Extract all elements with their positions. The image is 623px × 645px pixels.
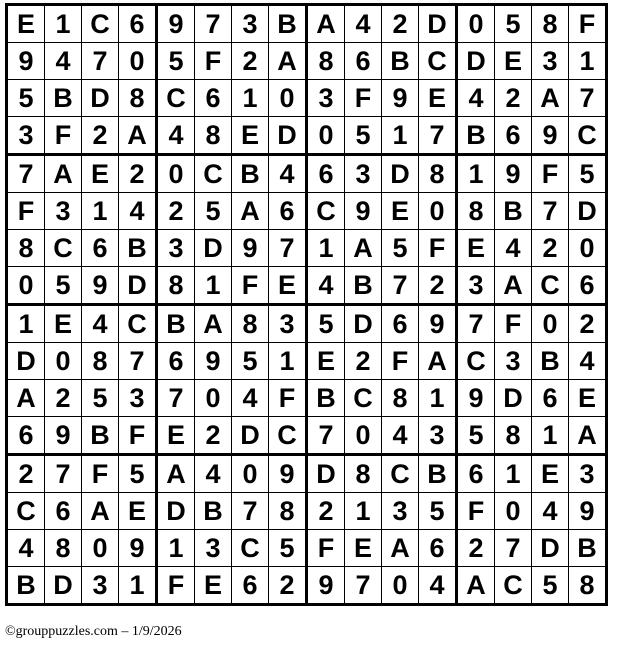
grid-cell-r15c16: B	[569, 530, 607, 567]
grid-cell-r3c1: 5	[7, 80, 45, 117]
grid-cell-r16c12: 4	[419, 567, 457, 605]
grid-cell-r5c1: 7	[7, 155, 45, 193]
grid-cell-r10c3: 8	[82, 343, 119, 380]
grid-cell-r10c14: 3	[495, 343, 532, 380]
grid-cell-r3c4: 8	[119, 80, 157, 117]
grid-cell-r15c14: 7	[495, 530, 532, 567]
grid-cell-r4c7: E	[232, 117, 269, 155]
grid-cell-r5c5: 0	[157, 155, 195, 193]
grid-cell-r8c9: 4	[307, 267, 345, 305]
grid-cell-r8c3: 9	[82, 267, 119, 305]
grid-cell-r6c4: 4	[119, 193, 157, 230]
grid-row	[7, 343, 607, 380]
grid-cell-r7c1: 8	[7, 230, 45, 267]
grid-cell-r16c11: 0	[382, 567, 419, 605]
grid-cell-r7c2: C	[45, 230, 82, 267]
grid-cell-r12c7: D	[232, 417, 269, 455]
grid-cell-r14c4: E	[119, 493, 157, 530]
grid-cell-r6c9: C	[307, 193, 345, 230]
grid-cell-r11c9: B	[307, 380, 345, 417]
grid-cell-r11c16: E	[569, 380, 607, 417]
grid-cell-r8c10: B	[345, 267, 382, 305]
grid-cell-r1c2: 1	[45, 5, 82, 43]
grid-cell-r14c15: 4	[532, 493, 569, 530]
grid-cell-r15c12: 6	[419, 530, 457, 567]
grid-cell-r12c13: 5	[457, 417, 495, 455]
grid-cell-r3c6: 6	[195, 80, 232, 117]
grid-cell-r13c8: 9	[269, 455, 307, 493]
grid-cell-r6c3: 1	[82, 193, 119, 230]
grid-cell-r12c3: B	[82, 417, 119, 455]
grid-cell-r12c12: 3	[419, 417, 457, 455]
grid-cell-r1c15: 8	[532, 5, 569, 43]
grid-cell-r14c9: 2	[307, 493, 345, 530]
grid-cell-r5c2: A	[45, 155, 82, 193]
grid-cell-r11c10: C	[345, 380, 382, 417]
grid-cell-r5c8: 4	[269, 155, 307, 193]
grid-row	[7, 305, 607, 343]
grid-cell-r16c6: E	[195, 567, 232, 605]
grid-cell-r11c13: 9	[457, 380, 495, 417]
grid-cell-r7c14: 4	[495, 230, 532, 267]
grid-cell-r5c6: C	[195, 155, 232, 193]
grid-cell-r3c11: 9	[382, 80, 419, 117]
grid-cell-r6c14: B	[495, 193, 532, 230]
grid-cell-r16c1: B	[7, 567, 45, 605]
grid-cell-r16c8: 2	[269, 567, 307, 605]
grid-cell-r5c15: F	[532, 155, 569, 193]
grid-cell-r7c4: B	[119, 230, 157, 267]
grid-cell-r9c15: 0	[532, 305, 569, 343]
grid-row	[7, 80, 607, 117]
grid-cell-r15c6: 3	[195, 530, 232, 567]
grid-cell-r4c1: 3	[7, 117, 45, 155]
grid-cell-r8c2: 5	[45, 267, 82, 305]
grid-cell-r14c13: F	[457, 493, 495, 530]
grid-cell-r12c8: C	[269, 417, 307, 455]
grid-cell-r12c9: 7	[307, 417, 345, 455]
grid-row	[7, 417, 607, 455]
grid-cell-r16c9: 9	[307, 567, 345, 605]
grid-cell-r6c8: 6	[269, 193, 307, 230]
grid-cell-r15c2: 8	[45, 530, 82, 567]
grid-cell-r14c14: 0	[495, 493, 532, 530]
grid-cell-r4c3: 2	[82, 117, 119, 155]
grid-cell-r13c7: 0	[232, 455, 269, 493]
grid-cell-r14c5: D	[157, 493, 195, 530]
grid-cell-r10c6: 9	[195, 343, 232, 380]
grid-cell-r8c5: 8	[157, 267, 195, 305]
grid-cell-r12c2: 9	[45, 417, 82, 455]
grid-cell-r16c3: 3	[82, 567, 119, 605]
grid-cell-r13c3: F	[82, 455, 119, 493]
grid-row	[7, 43, 607, 80]
grid-cell-r13c6: 4	[195, 455, 232, 493]
grid-cell-r16c16: 8	[569, 567, 607, 605]
hexadoku-grid	[5, 3, 608, 606]
grid-cell-r13c10: 8	[345, 455, 382, 493]
grid-cell-r7c8: 7	[269, 230, 307, 267]
grid-cell-r14c10: 1	[345, 493, 382, 530]
grid-cell-r1c12: D	[419, 5, 457, 43]
grid-cell-r15c3: 0	[82, 530, 119, 567]
grid-row	[7, 5, 607, 43]
grid-cell-r1c8: B	[269, 5, 307, 43]
grid-cell-r8c11: 7	[382, 267, 419, 305]
grid-cell-r4c2: F	[45, 117, 82, 155]
grid-cell-r9c16: 2	[569, 305, 607, 343]
grid-cell-r8c7: F	[232, 267, 269, 305]
grid-cell-r2c15: 3	[532, 43, 569, 80]
grid-cell-r16c2: D	[45, 567, 82, 605]
grid-cell-r1c13: 0	[457, 5, 495, 43]
grid-cell-r11c15: 6	[532, 380, 569, 417]
grid-cell-r4c15: 9	[532, 117, 569, 155]
grid-cell-r8c13: 3	[457, 267, 495, 305]
grid-cell-r13c9: D	[307, 455, 345, 493]
grid-cell-r14c1: C	[7, 493, 45, 530]
grid-cell-r6c16: D	[569, 193, 607, 230]
grid-cell-r2c13: D	[457, 43, 495, 80]
grid-cell-r13c5: A	[157, 455, 195, 493]
grid-cell-r7c11: 5	[382, 230, 419, 267]
grid-cell-r4c6: 8	[195, 117, 232, 155]
grid-cell-r5c7: B	[232, 155, 269, 193]
grid-cell-r13c11: C	[382, 455, 419, 493]
grid-cell-r9c2: E	[45, 305, 82, 343]
grid-cell-r8c1: 0	[7, 267, 45, 305]
grid-cell-r2c10: 6	[345, 43, 382, 80]
grid-cell-r1c4: 6	[119, 5, 157, 43]
grid-cell-r3c8: 0	[269, 80, 307, 117]
grid-cell-r16c5: F	[157, 567, 195, 605]
grid-cell-r7c9: 1	[307, 230, 345, 267]
grid-cell-r7c12: F	[419, 230, 457, 267]
grid-row	[7, 193, 607, 230]
grid-cell-r1c1: E	[7, 5, 45, 43]
grid-cell-r11c5: 7	[157, 380, 195, 417]
grid-cell-r3c12: E	[419, 80, 457, 117]
grid-cell-r4c16: C	[569, 117, 607, 155]
grid-row	[7, 493, 607, 530]
grid-cell-r2c5: 5	[157, 43, 195, 80]
grid-cell-r10c7: 5	[232, 343, 269, 380]
grid-cell-r6c15: 7	[532, 193, 569, 230]
grid-cell-r9c6: A	[195, 305, 232, 343]
grid-cell-r9c4: C	[119, 305, 157, 343]
grid-cell-r9c12: 9	[419, 305, 457, 343]
grid-cell-r1c11: 2	[382, 5, 419, 43]
grid-cell-r15c1: 4	[7, 530, 45, 567]
grid-cell-r4c14: 6	[495, 117, 532, 155]
grid-cell-r8c15: C	[532, 267, 569, 305]
grid-cell-r13c1: 2	[7, 455, 45, 493]
grid-cell-r4c9: 0	[307, 117, 345, 155]
grid-cell-r5c16: 5	[569, 155, 607, 193]
grid-cell-r2c1: 9	[7, 43, 45, 80]
grid-row	[7, 380, 607, 417]
grid-cell-r8c12: 2	[419, 267, 457, 305]
grid-cell-r9c8: 3	[269, 305, 307, 343]
grid-cell-r7c10: A	[345, 230, 382, 267]
grid-cell-r10c4: 7	[119, 343, 157, 380]
grid-cell-r11c1: A	[7, 380, 45, 417]
grid-cell-r10c9: E	[307, 343, 345, 380]
grid-cell-r3c2: B	[45, 80, 82, 117]
grid-cell-r1c14: 5	[495, 5, 532, 43]
grid-cell-r13c2: 7	[45, 455, 82, 493]
footer-credit: ©grouppuzzles.com – 1/9/2026	[5, 624, 182, 639]
grid-cell-r1c5: 9	[157, 5, 195, 43]
grid-cell-r7c3: 6	[82, 230, 119, 267]
grid-cell-r4c4: A	[119, 117, 157, 155]
grid-cell-r10c13: C	[457, 343, 495, 380]
grid-cell-r14c6: B	[195, 493, 232, 530]
grid-cell-r15c10: E	[345, 530, 382, 567]
grid-cell-r1c9: A	[307, 5, 345, 43]
grid-cell-r2c3: 7	[82, 43, 119, 80]
grid-cell-r10c15: B	[532, 343, 569, 380]
grid-cell-r9c9: 5	[307, 305, 345, 343]
grid-cell-r6c2: 3	[45, 193, 82, 230]
grid-cell-r7c5: 3	[157, 230, 195, 267]
grid-cell-r11c12: 1	[419, 380, 457, 417]
grid-cell-r3c10: F	[345, 80, 382, 117]
grid-cell-r16c10: 7	[345, 567, 382, 605]
grid-cell-r15c9: F	[307, 530, 345, 567]
grid-cell-r12c16: A	[569, 417, 607, 455]
grid-cell-r9c7: 8	[232, 305, 269, 343]
grid-cell-r4c11: 1	[382, 117, 419, 155]
grid-cell-r15c4: 9	[119, 530, 157, 567]
grid-cell-r15c11: A	[382, 530, 419, 567]
grid-cell-r7c16: 0	[569, 230, 607, 267]
grid-cell-r14c12: 5	[419, 493, 457, 530]
grid-cell-r15c7: C	[232, 530, 269, 567]
grid-cell-r1c7: 3	[232, 5, 269, 43]
grid-cell-r14c2: 6	[45, 493, 82, 530]
grid-cell-r16c4: 1	[119, 567, 157, 605]
grid-cell-r12c5: E	[157, 417, 195, 455]
grid-cell-r13c4: 5	[119, 455, 157, 493]
grid-cell-r13c14: 1	[495, 455, 532, 493]
grid-cell-r10c2: 0	[45, 343, 82, 380]
grid-cell-r6c5: 2	[157, 193, 195, 230]
grid-cell-r14c7: 7	[232, 493, 269, 530]
grid-cell-r4c10: 5	[345, 117, 382, 155]
grid-cell-r2c14: E	[495, 43, 532, 80]
grid-cell-r2c9: 8	[307, 43, 345, 80]
grid-cell-r4c8: D	[269, 117, 307, 155]
grid-cell-r9c3: 4	[82, 305, 119, 343]
grid-cell-r5c9: 6	[307, 155, 345, 193]
grid-cell-r3c13: 4	[457, 80, 495, 117]
grid-cell-r15c8: 5	[269, 530, 307, 567]
grid-cell-r3c14: 2	[495, 80, 532, 117]
grid-cell-r2c11: B	[382, 43, 419, 80]
grid-cell-r12c10: 0	[345, 417, 382, 455]
grid-cell-r7c7: 9	[232, 230, 269, 267]
grid-cell-r8c6: 1	[195, 267, 232, 305]
grid-cell-r16c13: A	[457, 567, 495, 605]
grid-cell-r5c3: E	[82, 155, 119, 193]
grid-cell-r11c3: 5	[82, 380, 119, 417]
grid-cell-r16c7: 6	[232, 567, 269, 605]
grid-row	[7, 117, 607, 155]
grid-cell-r5c11: D	[382, 155, 419, 193]
grid-cell-r8c8: E	[269, 267, 307, 305]
grid-cell-r15c15: D	[532, 530, 569, 567]
grid-cell-r9c5: B	[157, 305, 195, 343]
grid-cell-r12c14: 8	[495, 417, 532, 455]
grid-cell-r14c8: 8	[269, 493, 307, 530]
grid-cell-r9c11: 6	[382, 305, 419, 343]
grid-cell-r8c4: D	[119, 267, 157, 305]
grid-cell-r10c1: D	[7, 343, 45, 380]
grid-cell-r13c15: E	[532, 455, 569, 493]
grid-cell-r2c16: 1	[569, 43, 607, 80]
grid-cell-r12c4: F	[119, 417, 157, 455]
grid-cell-r6c7: A	[232, 193, 269, 230]
grid-cell-r3c16: 7	[569, 80, 607, 117]
grid-cell-r3c9: 3	[307, 80, 345, 117]
grid-cell-r14c11: 3	[382, 493, 419, 530]
grid-cell-r11c2: 2	[45, 380, 82, 417]
grid-cell-r11c14: D	[495, 380, 532, 417]
grid-cell-r2c8: A	[269, 43, 307, 80]
grid-cell-r5c4: 2	[119, 155, 157, 193]
grid-cell-r12c1: 6	[7, 417, 45, 455]
grid-cell-r4c13: B	[457, 117, 495, 155]
grid-cell-r1c16: F	[569, 5, 607, 43]
grid-cell-r5c12: 8	[419, 155, 457, 193]
grid-cell-r7c13: E	[457, 230, 495, 267]
grid-cell-r7c6: D	[195, 230, 232, 267]
grid-row	[7, 530, 607, 567]
grid-cell-r13c12: B	[419, 455, 457, 493]
grid-cell-r3c5: C	[157, 80, 195, 117]
grid-cell-r6c13: 8	[457, 193, 495, 230]
grid-cell-r9c13: 7	[457, 305, 495, 343]
grid-cell-r3c15: A	[532, 80, 569, 117]
grid-row	[7, 267, 607, 305]
grid-cell-r11c11: 8	[382, 380, 419, 417]
grid-cell-r2c6: F	[195, 43, 232, 80]
grid-cell-r11c8: F	[269, 380, 307, 417]
grid-cell-r1c10: 4	[345, 5, 382, 43]
grid-cell-r6c1: F	[7, 193, 45, 230]
grid-cell-r13c13: 6	[457, 455, 495, 493]
grid-cell-r12c11: 4	[382, 417, 419, 455]
grid-cell-r14c16: 9	[569, 493, 607, 530]
grid-cell-r16c14: C	[495, 567, 532, 605]
grid-cell-r5c14: 9	[495, 155, 532, 193]
grid-cell-r6c11: E	[382, 193, 419, 230]
grid-cell-r16c15: 5	[532, 567, 569, 605]
grid-cell-r10c8: 1	[269, 343, 307, 380]
grid-cell-r10c5: 6	[157, 343, 195, 380]
grid-cell-r1c3: C	[82, 5, 119, 43]
grid-row	[7, 155, 607, 193]
grid-cell-r6c12: 0	[419, 193, 457, 230]
grid-cell-r7c15: 2	[532, 230, 569, 267]
grid-cell-r3c3: D	[82, 80, 119, 117]
grid-cell-r4c5: 4	[157, 117, 195, 155]
grid-cell-r10c10: 2	[345, 343, 382, 380]
grid-cell-r8c16: 6	[569, 267, 607, 305]
grid-cell-r2c2: 4	[45, 43, 82, 80]
grid-cell-r13c16: 3	[569, 455, 607, 493]
grid-row	[7, 567, 607, 605]
grid-cell-r1c6: 7	[195, 5, 232, 43]
grid-cell-r6c10: 9	[345, 193, 382, 230]
grid-cell-r5c10: 3	[345, 155, 382, 193]
grid-cell-r2c4: 0	[119, 43, 157, 80]
grid-cell-r14c3: A	[82, 493, 119, 530]
grid-cell-r11c4: 3	[119, 380, 157, 417]
grid-cell-r11c6: 0	[195, 380, 232, 417]
grid-cell-r12c15: 1	[532, 417, 569, 455]
grid-cell-r2c7: 2	[232, 43, 269, 80]
grid-cell-r4c12: 7	[419, 117, 457, 155]
grid-cell-r15c5: 1	[157, 530, 195, 567]
grid-cell-r3c7: 1	[232, 80, 269, 117]
grid-cell-r10c16: 4	[569, 343, 607, 380]
grid-cell-r6c6: 5	[195, 193, 232, 230]
grid-cell-r12c6: 2	[195, 417, 232, 455]
grid-row	[7, 230, 607, 267]
grid-cell-r5c13: 1	[457, 155, 495, 193]
grid-cell-r9c1: 1	[7, 305, 45, 343]
grid-cell-r2c12: C	[419, 43, 457, 80]
grid-cell-r10c11: F	[382, 343, 419, 380]
grid-row	[7, 455, 607, 493]
grid-cell-r9c10: D	[345, 305, 382, 343]
grid-cell-r9c14: F	[495, 305, 532, 343]
grid-cell-r11c7: 4	[232, 380, 269, 417]
grid-cell-r8c14: A	[495, 267, 532, 305]
grid-cell-r10c12: A	[419, 343, 457, 380]
grid-cell-r15c13: 2	[457, 530, 495, 567]
